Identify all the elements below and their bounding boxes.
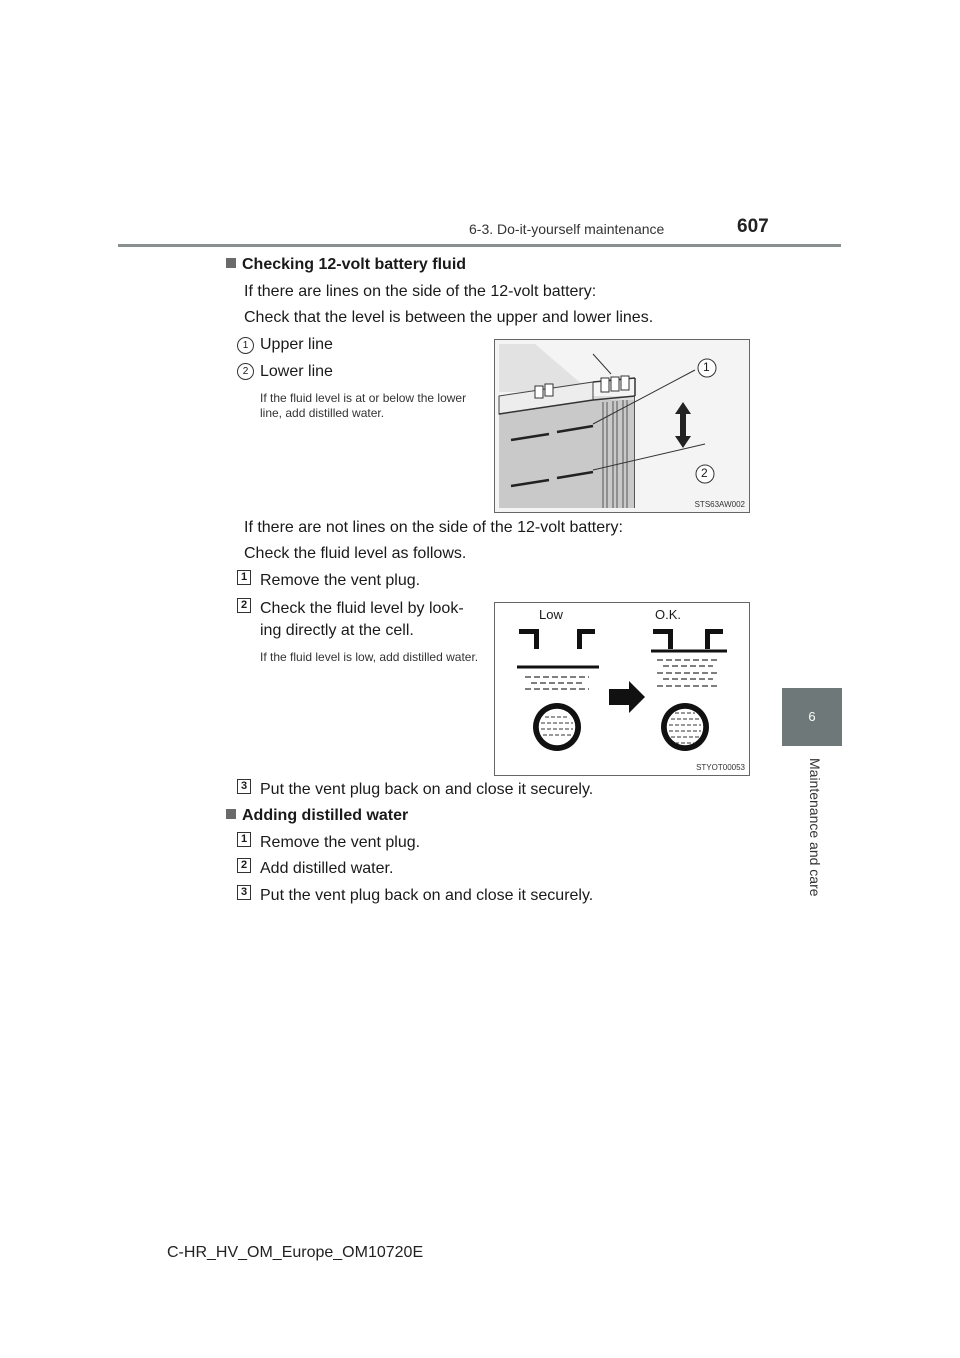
step-number-badge: 2 [237,598,251,613]
step-1-text: Remove the vent plug. [260,572,421,589]
step-2-text-line1: Check the fluid level by look- [260,600,464,617]
header-divider [118,244,841,247]
section-title: 6-3. Do-it-yourself maintenance [469,221,665,237]
check-heading [226,256,466,274]
figure-callout-1: 1 [703,360,710,374]
check-heading-text: Checking 12-volt battery fluid [242,256,467,273]
step-2-text-line2: ing directly at the cell. [260,622,414,639]
add-step-1-text: Remove the vent plug. [260,834,421,851]
add-step-3-text: Put the vent plug back on and close it securely. [260,887,594,904]
chapter-label [805,758,825,903]
battery-lines-figure [494,339,750,513]
chapter-title: Maintenance and care [807,758,823,897]
chapter-tab: 6 [782,688,842,746]
add-step-2-text: Add distilled water. [260,860,394,877]
square-bullet-icon [226,809,236,819]
fluid-level-figure [494,602,750,776]
no-lines-text: If there are not lines on the side of the 12-volt battery: [244,519,623,536]
step-number-badge: 1 [237,570,251,585]
callout-1-icon: 1 [237,337,254,354]
square-bullet-icon [226,258,236,268]
add-heading [226,807,408,825]
figure-code: STYOT00053 [696,763,745,772]
step-number-badge: 3 [237,779,251,794]
step-number-badge: 1 [237,832,251,847]
page-number: 607 [737,216,769,237]
lower-line-label: Lower line [260,363,333,380]
fluid-level-note: If the fluid level is at or below the lower line, add distilled water. [260,391,467,420]
step-3-text: Put the vent plug back on and close it securely. [260,781,594,798]
step-number-badge: 3 [237,885,251,900]
add-heading-text: Adding distilled water [242,807,409,824]
low-label: Low [539,607,563,622]
step-number-badge: 2 [237,858,251,873]
intro-check-text: Check that the level is between the upper and lower lines. [244,309,654,326]
figure-code: STS63AW002 [694,500,745,509]
fluid-comparison-illustration [495,603,749,775]
battery-illustration [495,340,749,512]
check-follows-text: Check the fluid level as follows. [244,545,467,562]
ok-label: O.K. [655,607,682,622]
callout-2-icon: 2 [237,363,254,380]
low-level-note: If the fluid level is low, add distilled water. [260,650,479,664]
intro-lines-text: If there are lines on the side of the 12-volt battery: [244,283,597,300]
upper-line-label: Upper line [260,336,333,353]
figure-callout-2: 2 [701,466,708,480]
document-id: C-HR_HV_OM_Europe_OM10720E [167,1244,424,1261]
